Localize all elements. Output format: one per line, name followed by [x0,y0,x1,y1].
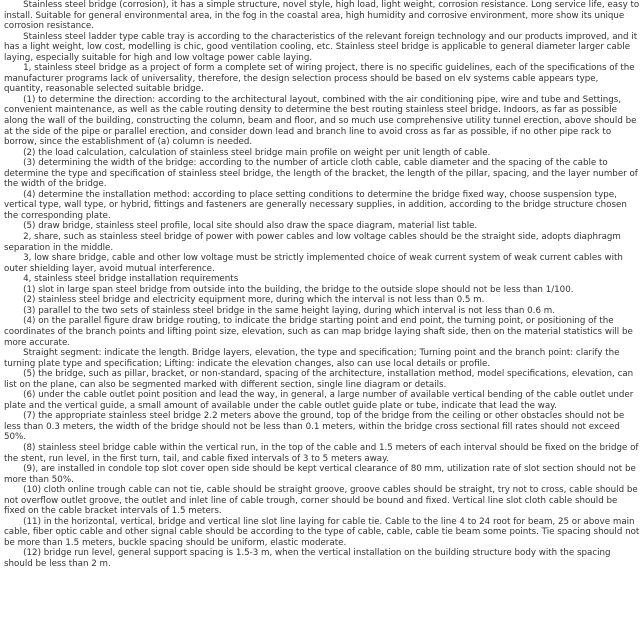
paragraph: (2) stainless steel bridge and electricity equipment more, during which the interval is not less than 0.5 m. [23,295,485,306]
paragraph: (8) stainless steel bridge cable within the vertical run, in the top of the cable and 1.5 meters of each interval should be fixed on the bridge of the stent, run level, in the first turn, tail, and cable fixed intervals of 3 to 5 meters away. [4,442,639,464]
paragraph: (2) the load calculation, calculation of stainless steel bridge main profile on weight per unit length of cable. [23,147,491,158]
paragraph: Stainless steel bridge (corrosion), it has a simple structure, novel style, high load, light weight, corrosion resistance. Long service life, easy to install. Suitable for general environmental area, in the fog in the coastal area, high humidity and corrosive environment, more show its unique corrosion resistance. [4,0,640,32]
paragraph: (7) the appropriate stainless steel bridge 2.2 meters above the ground, top of the bridge from the ceiling or other obstacles should not be less than 0.3 meters, the width of the bridge should not be less than 0.1 meters, within the bridge cross sectional fill rates should not exceed 50%. [4,411,625,443]
paragraph: (3) determining the width of the bridge: according to the number of article cloth cable, cable diameter and the spacing of the cable to determine the type and specification of stainless steel bridge, the length of the bracket, the length of the pillar, spacing, and the layer number of the width of the bridge. [4,158,638,190]
paragraph: (4) on the parallel figure draw bridge routing, to indicate the bridge starting point and end point, the turning point, or positioning of the coordinates of the branch points and lifting point size, elevation, such as can map bridge laying shaft side, then on the material statistics will be more accurate. [4,316,633,348]
paragraph: 1, stainless steel bridge as a project of form a complete set of wiring project, there is no specific guidelines, each of the specifications of the manufacturer programs lack of universality, therefore, the design selection process should be based on elv systems cable appears type, quantity, reasonable selected suitable bridge. [4,63,635,95]
paragraph: Stainless steel ladder type cable tray is according to the characteristics of the relevant foreign technology and our products improved, and it has a light weight, low cost, modelling is chic, good ventilation cooling, etc. Stainless steel bridge is applicable to general diameter larger cable laying, especially suitable for high and low voltage power cable laying. [4,31,638,63]
paragraph: 4, stainless steel bridge installation requirements [23,274,239,285]
paragraph: (4) determine the installation method: according to place setting conditions to determine the bridge fixed way, choose suspension type, vertical type, wall type, or hybrid, fittings and fasteners are generally necessary supplies, in addition, according to the bridge structure chosen the corresponding plate. [4,189,627,221]
paragraph: (5) draw bridge, stainless steel profile, local site should also draw the space diagram, material list table. [23,221,478,232]
paragraph: (6) under the cable outlet point position and lead the way, in general, a large number of available vertical bending of the cable outlet under plate and the vertical guide, a small amount of available under the cable outlet guide plate or tube, indicate that lead the way. [4,390,634,411]
paragraph: (1) slot in large span steel bridge from outside into the building, the bridge to the outside slope should not be less than 1/100. [23,284,574,295]
paragraph: (11) in the horizontal, vertical, bridge and vertical line slot line laying for cable tie. Cable to the line 4 to 24 root for beam, 25 or above main cable, fiber optic cable and other signal cable should be according to the type of cable, cable, cable tie beam some points. Tie spacing should not be more than 1.5 meters, buckle spacing should be uniform, elastic moderate. [4,516,640,548]
paragraph: (5) the bridge, such as pillar, bracket, or non-standard, spacing of the architecture, installation method, model specifications, elevation, can list on the plane, can also be segmented marked with different section, single line diagram or details. [4,369,634,390]
paragraph: (3) parallel to the two sets of stainless steel bridge in the same height laying, during which interval is not less than 0.6 m. [23,305,555,316]
paragraph: 2, share, such as stainless steel bridge of power with power cables and low voltage cables should be the straight side, adopts diaphragm separation in the middle. [4,232,621,253]
paragraph: (1) to determine the direction: according to the architectural layout, combined with the air conditioning pipe, wire and tube and Settings, convenient maintenance, as well as the cable routing density to determine the best routing stainless steel bridge. Indoors, as far as possible along the wall of the building, constructing the column, beam and floor, and so much use comprehensive utility tunnel erection, above should be at the side of the pipe or parallel erection, and consider down lead and branch line to avoid cross as far as possible, if no other pipe rack to borrow, since the establishment of (a) column is needed. [4,94,637,148]
paragraph: (12) bridge run level, general support spacing is 1.5-3 m, when the vertical installation on the building structure body with the spacing should be less than 2 m. [4,548,611,569]
paragraph: (10) cloth online trough cable can not tie, cable should be straight groove, groove cables should be straight, try not to cross, cable should be not overflow outlet groove, the outlet and inlet line of cable trough, corner should be bound and fixed. Vertical line slot cloth cable should be fixed on the cable bracket intervals of 1.5 meters. [4,485,638,517]
paragraph: (9), are installed in condole top slot cover open side should be kept vertical clearance of 80 mm, utilization rate of slot section should not be more than 50%. [4,464,636,485]
paragraph: 3, low share bridge, cable and other low voltage must be strictly implemented choice of weak current system of weak current cables with outer shielding layer, avoid mutual interference. [4,253,623,274]
paragraph: Straight segment: indicate the length. Bridge layers, elevation, the type and specification; Turning point and the branch point: clarify the turning plate type and specification; Lifting: indicate the elevation changes, also can use local details or profile. [4,348,620,369]
